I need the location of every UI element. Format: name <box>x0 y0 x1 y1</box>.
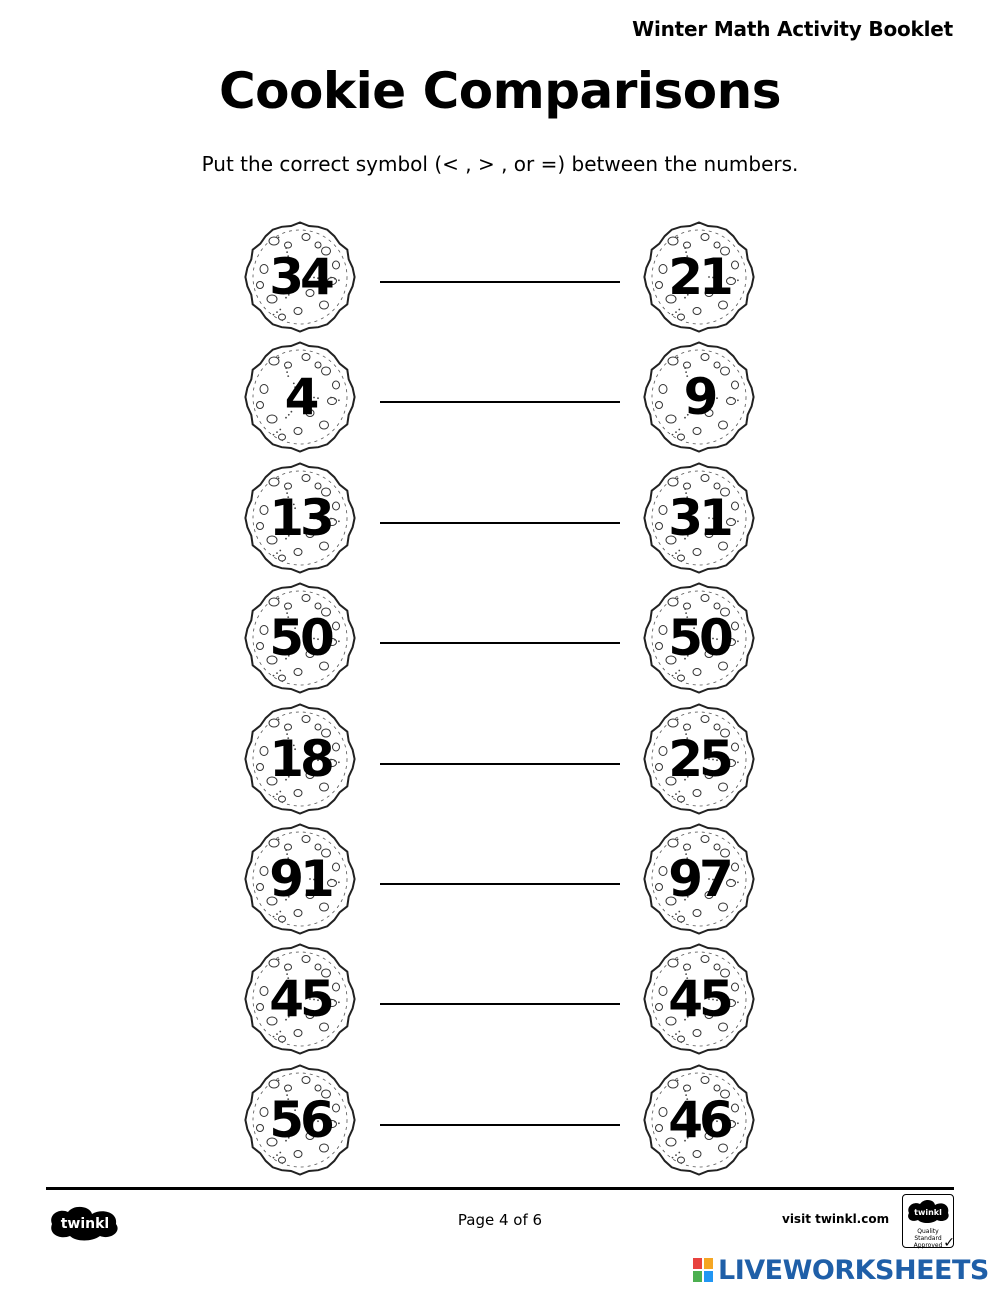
page-title: Cookie Comparisons <box>218 62 782 120</box>
cookie-right <box>643 943 755 1055</box>
cookie-right <box>643 823 755 935</box>
comparison-row <box>0 823 1000 933</box>
comparison-row <box>0 462 1000 572</box>
comparison-row <box>0 341 1000 451</box>
instructions: Put the correct symbol (< , > , or =) between the numbers. <box>201 152 799 176</box>
cookie-left <box>244 943 356 1055</box>
comparison-row <box>0 1064 1000 1174</box>
cookie-number-left: 13 <box>269 488 331 547</box>
cookie-left <box>244 582 356 694</box>
badge-line1: Quality Standard <box>914 1228 942 1242</box>
comparison-row <box>0 703 1000 813</box>
quality-badge <box>902 1194 955 1251</box>
cookie-right <box>643 462 755 574</box>
comparison-row <box>0 221 1000 331</box>
cookie-number-right: 25 <box>668 729 730 788</box>
footer-divider <box>46 1187 954 1190</box>
page-number: Page 4 of 6 <box>457 1211 543 1229</box>
comparison-row <box>0 582 1000 692</box>
booklet-title: Winter Math Activity Booklet <box>632 17 953 41</box>
cookie-right <box>643 1064 755 1176</box>
answer-blank[interactable] <box>380 1003 620 1005</box>
cookie-right <box>643 221 755 333</box>
cookie-number-right: 45 <box>668 970 730 1029</box>
twinkl-logo-text: twinkl <box>60 1216 110 1232</box>
cookie-number-left: 56 <box>269 1090 331 1149</box>
cookie-left <box>244 341 356 453</box>
cookie-right <box>643 582 755 694</box>
cookie-left <box>244 221 356 333</box>
cookie-number-right: 46 <box>668 1090 730 1149</box>
checkmark-icon: ✓ <box>943 1235 955 1251</box>
cookie-number-left: 18 <box>269 729 331 788</box>
answer-blank[interactable] <box>380 763 620 765</box>
answer-blank[interactable] <box>380 281 620 283</box>
liveworksheets-text: LIVEWORKSHEETS <box>718 1254 989 1286</box>
cookie-number-left: 50 <box>269 609 331 668</box>
cookie-number-left: 91 <box>269 850 331 908</box>
cookie-number-left: 45 <box>269 970 331 1029</box>
cookie-number-left: 4 <box>284 368 316 427</box>
answer-blank[interactable] <box>380 642 620 644</box>
badge-logo-text: twinkl <box>914 1208 942 1217</box>
cookie-right <box>643 703 755 815</box>
cookie-left <box>244 1064 356 1176</box>
cookie-number-left: 34 <box>269 248 331 306</box>
answer-blank[interactable] <box>380 401 620 403</box>
cookie-left <box>244 703 356 815</box>
liveworksheets-icon <box>692 1257 714 1283</box>
cookie-number-right: 97 <box>668 850 730 908</box>
cookie-number-right: 31 <box>668 488 730 547</box>
visit-link[interactable]: visit twinkl.com <box>782 1212 890 1226</box>
answer-blank[interactable] <box>380 883 620 885</box>
comparison-row <box>0 943 1000 1053</box>
cookie-left <box>244 823 356 935</box>
cookie-left <box>244 462 356 574</box>
cookie-number-right: 21 <box>668 248 730 306</box>
answer-blank[interactable] <box>380 1124 620 1126</box>
liveworksheets-banner[interactable] <box>692 1254 989 1286</box>
cookie-right <box>643 341 755 453</box>
badge-line2: Approved <box>913 1242 943 1249</box>
cookie-number-right: 9 <box>683 368 715 427</box>
answer-blank[interactable] <box>380 522 620 524</box>
cookie-number-right: 50 <box>668 609 730 668</box>
